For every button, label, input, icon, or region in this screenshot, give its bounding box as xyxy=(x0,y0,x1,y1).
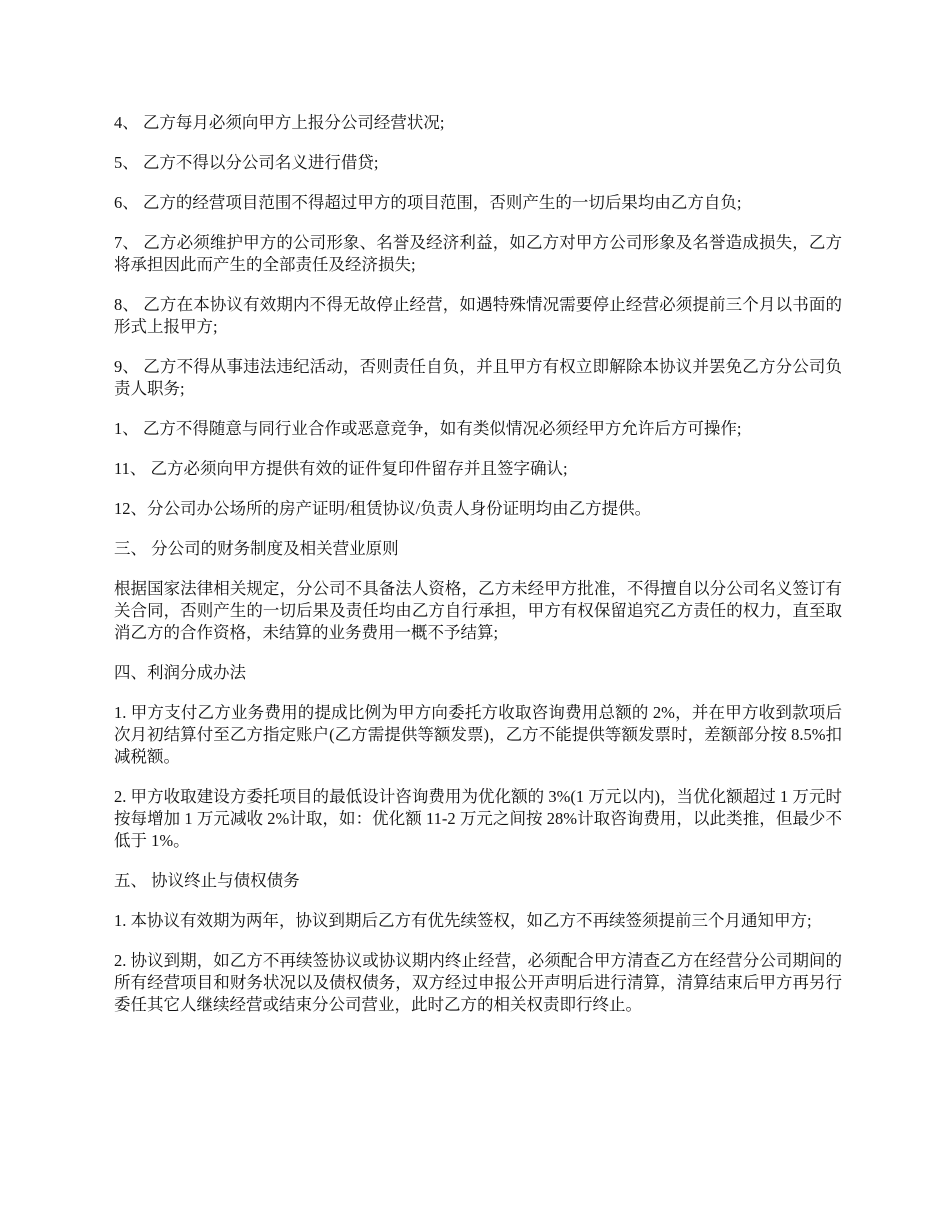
section-heading-4: 四、利润分成办法 xyxy=(114,663,246,682)
clause-12: 12、分公司办公场所的房产证明/租赁协议/负责人身份证明均由乙方提供。 xyxy=(114,499,652,518)
clause-6: 6、 乙方的经营项目范围不得超过甲方的项目范围，否则产生的一切后果均由乙方自负; xyxy=(114,193,742,212)
section-heading-3: 三、 分公司的财务制度及相关营业原则 xyxy=(114,539,399,558)
clause-8: 8、 乙方在本协议有效期内不得无故停止经营，如遇特殊情况需要停止经营必须提前三个月以书面的形式上报甲方; xyxy=(114,295,842,336)
clause-4: 4、 乙方每月必须向甲方上报分公司经营状况; xyxy=(114,113,445,132)
clause-9: 9、 乙方不得从事违法违纪活动，否则责任自负，并且甲方有权立即解除本协议并罢免乙方分公司负责人职务; xyxy=(114,357,842,398)
clause-7: 7、 乙方必须维护甲方的公司形象、名誉及经济利益，如乙方对甲方公司形象及名誉造成损失，乙方将承担因此而产生的全部责任及经济损失; xyxy=(114,233,842,274)
clause-11: 11、 乙方必须向甲方提供有效的证件复印件留存并且签字确认; xyxy=(114,459,568,478)
clause-10: 1、 乙方不得随意与同行业合作或恶意竞争，如有类似情况必须经甲方允许后方可操作; xyxy=(114,419,742,438)
document-body xyxy=(114,112,842,1034)
clause-5: 5、 乙方不得以分公司名义进行借贷; xyxy=(114,153,379,172)
profit-clause-2: 2. 甲方收取建设方委托项目的最低设计咨询费用为优化额的 3%(1 万元以内)，当优化额超过 1 万元时按每增加 1 万元减收 2%计取，如：优化额 11-2 万元之间按 28%计取咨询费用，以此类推，但最少不低于 1%。 xyxy=(114,787,842,850)
section-heading-5: 五、 协议终止与债权债务 xyxy=(114,871,300,890)
termination-clause-2: 2. 协议到期，如乙方不再续签协议或协议期内终止经营，必须配合甲方清查乙方在经营分公司期间的所有经营项目和财务状况以及债权债务，双方经过申报公开声明后进行清算，清算结束后甲方再另行委任其它人继续经营或结束分公司营业，此时乙方的相关权责即行终止。 xyxy=(114,951,842,1014)
section-3-body: 根据国家法律相关规定，分公司不具备法人资格，乙方未经甲方批准，不得擅自以分公司名义签订有关合同，否则产生的一切后果及责任均由乙方自行承担，甲方有权保留追究乙方责任的权力，直至取消乙方的合作资格，未结算的业务费用一概不予结算; xyxy=(114,579,842,642)
profit-clause-1: 1. 甲方支付乙方业务费用的提成比例为甲方向委托方收取咨询费用总额的 2%，并在甲方收到款项后次月初结算付至乙方指定账户(乙方需提供等额发票)，乙方不能提供等额发票时，差额部分按 8.5%扣减税额。 xyxy=(114,703,842,766)
termination-clause-1: 1. 本协议有效期为两年，协议到期后乙方有优先续签权，如乙方不再续签须提前三个月通知甲方; xyxy=(114,911,812,930)
